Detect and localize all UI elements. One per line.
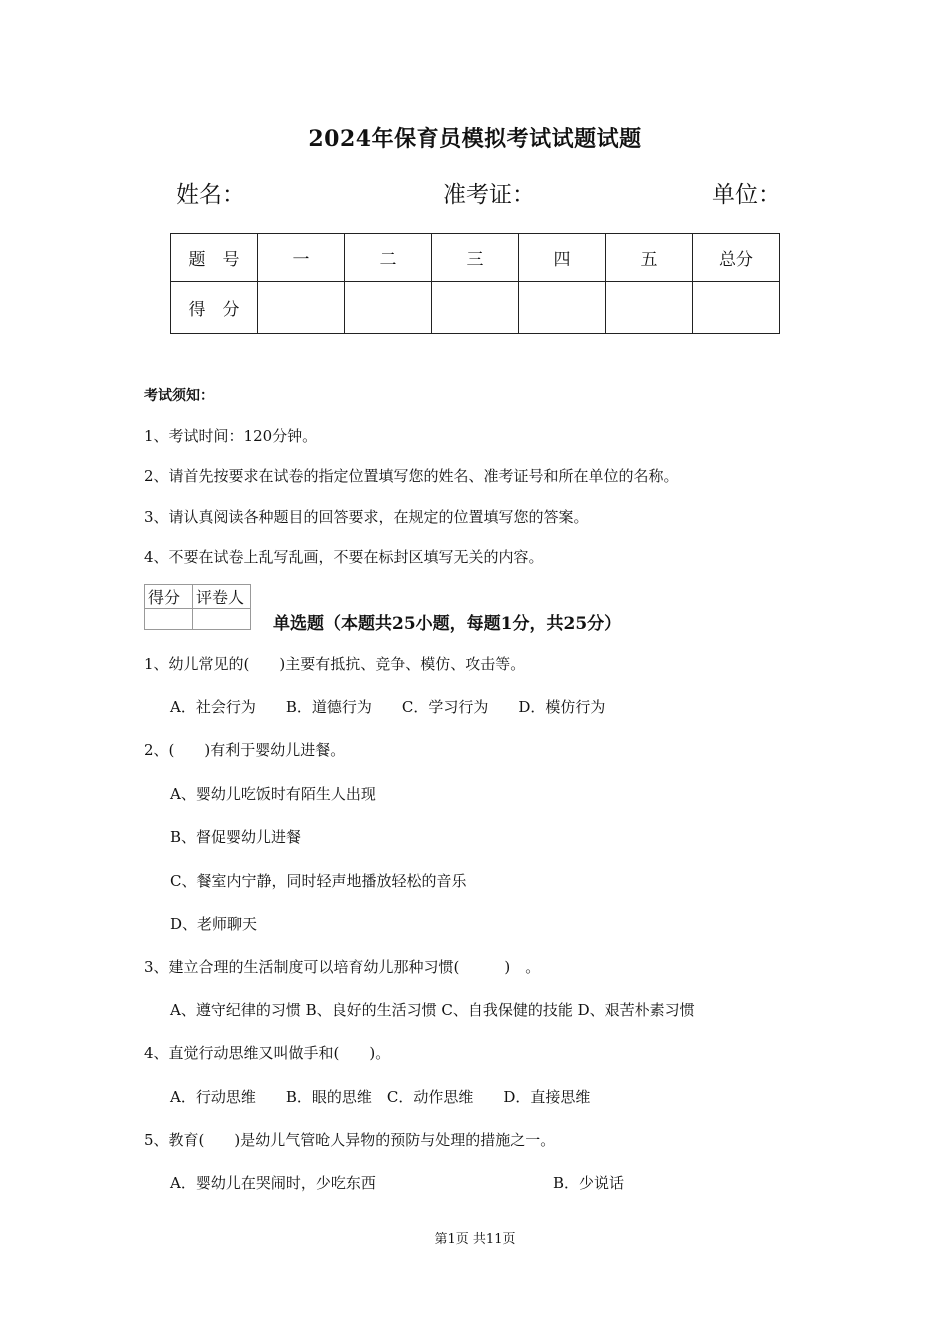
score-input-cell[interactable] (345, 282, 432, 334)
grader-score-cell[interactable] (145, 609, 193, 630)
grader-box (144, 584, 251, 630)
question-options: A、遵守纪律的习惯 B、良好的生活习惯 C、自我保健的技能 D、艰苦朴素习惯 (170, 1001, 695, 1019)
grader-score-label: 得分 (145, 585, 193, 609)
question-option: B、督促婴幼儿进餐 (170, 828, 302, 846)
score-table-header-row (171, 234, 780, 282)
unit-label: 单位： (712, 182, 781, 208)
page-footer: 第1页 共11页 (434, 1232, 516, 1247)
notice-item: 2、请首先按要求在试卷的指定位置填写您的姓名、准考证号和所在单位的名称。 (144, 467, 679, 485)
question-option: B．少说话 (553, 1174, 625, 1192)
question-option: A、婴幼儿吃饭时有陌生人出现 (170, 785, 376, 803)
notice-item: 4、不要在试卷上乱写乱画，不要在标封区填写无关的内容。 (144, 548, 544, 566)
score-header-cell: 四 (519, 234, 606, 282)
grader-name-cell[interactable] (193, 609, 251, 630)
notice-item: 1、考试时间：120分钟。 (144, 427, 318, 445)
score-header-cell: 总分 (693, 234, 780, 282)
question-stem: 3、建立合理的生活制度可以培育幼儿那种习惯( ) 。 (144, 958, 541, 976)
score-input-cell[interactable] (519, 282, 606, 334)
score-row-label: 得 分 (171, 282, 258, 334)
score-input-cell[interactable] (693, 282, 780, 334)
notice-item: 3、请认真阅读各种题目的回答要求，在规定的位置填写您的答案。 (144, 508, 589, 526)
question-stem: 5、教育( )是幼儿气管呛人异物的预防与处理的措施之一。 (144, 1131, 556, 1149)
score-header-cell: 五 (606, 234, 693, 282)
question-option: A．婴幼儿在哭闹时，少吃东西 (170, 1174, 376, 1192)
score-header-cell: 题 号 (171, 234, 258, 282)
name-label: 姓名： (176, 182, 245, 208)
score-input-cell[interactable] (258, 282, 345, 334)
question-stem: 4、直觉行动思维又叫做手和( )。 (144, 1044, 391, 1062)
score-input-cell[interactable] (432, 282, 519, 334)
score-table-score-row (171, 282, 780, 334)
score-header-cell: 二 (345, 234, 432, 282)
grader-name-label: 评卷人 (193, 585, 251, 609)
score-table (170, 233, 780, 334)
question-stem: 1、幼儿常见的( )主要有抵抗、竞争、模仿、攻击等。 (144, 655, 526, 673)
question-options: A．社会行为 B．道德行为 C．学习行为 D．模仿行为 (170, 698, 606, 716)
exam-title: 2024年保育员模拟考试试题试题 (308, 126, 642, 152)
notice-heading: 考试须知： (144, 388, 214, 404)
section-title: 单选题（本题共25小题，每题1分，共25分） (273, 614, 622, 634)
score-input-cell[interactable] (606, 282, 693, 334)
exam-number-label: 准考证： (443, 182, 535, 208)
question-option: D、老师聊天 (170, 915, 258, 933)
question-options: A．行动思维 B．眼的思维 C．动作思维 D．直接思维 (170, 1088, 591, 1106)
question-stem: 2、( )有利于婴幼儿进餐。 (144, 741, 346, 759)
score-header-cell: 三 (432, 234, 519, 282)
question-option: C、餐室内宁静，同时轻声地播放轻松的音乐 (170, 872, 467, 890)
score-header-cell: 一 (258, 234, 345, 282)
